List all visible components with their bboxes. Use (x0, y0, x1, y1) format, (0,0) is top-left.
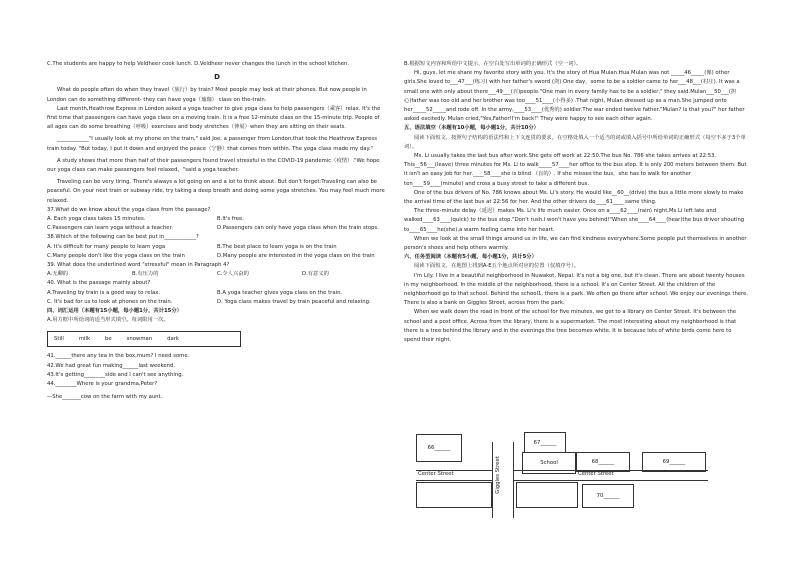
map-blank-66: 66______ (416, 434, 462, 462)
right-column (404, 60, 749, 345)
question-options (47, 224, 387, 233)
center-street-right (514, 470, 708, 481)
option-line-c: C.The students are happy to help Veldheer cook lunch. D.Veldheer never changes the lunch in the school kitchen. (47, 61, 350, 67)
lily-paragraph: I'm Lily. I live in a beautiful neighborhood in Nuwakot, Nepal. It's not a big one, but it's clean. There are about twenty houses in my neighborhood. In the middle of the neighborhood, there is a school. It's on Center Street. All the children of the neighborhood go to that school. Behind the school1, there is a park. We often go there after school. We enjoy our evenings there. There is also a bank on Giggles Street, across from the park. (404, 272, 749, 307)
passage-d-heading: D (214, 73, 220, 82)
option-c: C.Many people don't like the yoga class on the train (47, 252, 185, 259)
neighborhood-map (416, 432, 708, 528)
bus-paragraph: Ms. Li usually takes the last bus after work.She gets off work at 22:50.The bus No. 786 she takes arrives at 22:53. This__56___(leave) three minutes for Ms. Li to walk_____57____her office to the bus stop. It is only 200 meters between them. But it isn't an easy job for her.____58____she is blind （盲的）. If she misses the bus，she has to walk for another ten____59____(minute) and cross a busy street to take a different bus. (404, 153, 747, 187)
option-d: D. Yoga class makes travel by train peaceful and relaxing. (217, 298, 371, 305)
section-b-instruction: B.根据短文内容和所给中文提示，在空白处写出单词的正确形式（空一词）。 (404, 61, 582, 67)
bus-paragraph: The three-minute delay（延迟）makes Ms. Li's life much easier. Once on a____62____(rain) night,Ms.Li left late and walked____63____(quick) to the bus stop."Don't rush.I won't have you behind!"When she____64____(hear)the bus driver shouting to____65____he(she),a warm feeling came into her heart. (404, 208, 745, 233)
center-street-left (416, 470, 492, 481)
option-b: B.It's free. (217, 216, 244, 223)
passage-paragraph: ____________"I usually look at my phone on the train," said Joe, a passenger from London,that took the Heathrow Express train today. "But today, I put it down and enjoyed the peace（宁静）that comes from within. The yoga class made my day." (47, 136, 377, 152)
option-c: C. It's bad for us to look at phones on the train. (47, 298, 173, 305)
section-6-instruction: 阅读下面短文，在地图上找到A-E五个地点所对应的位置（仅填序号）。 (414, 263, 580, 270)
passage-paragraph: What do people often do when they travel（旅行）by train? Most people may look at their phones. But now people in London can do something different- they can have yoga（瑜珈） class on the-train. (47, 87, 367, 103)
street-label: Giggles Street (494, 456, 501, 494)
street-label: Center Street (578, 471, 614, 477)
map-block (516, 482, 578, 508)
word-box-item: milk (78, 335, 91, 342)
question-37: 37.What do we know about the yoga class from the passage? (47, 206, 211, 213)
section-5-instruction: 阅读下面短文，按照句子结构的语法性和上下文连贯的要求，在空格处填入一个适当的词或填入括号中所给单词的正确形式（每空不多于3个单词）。 (404, 134, 746, 150)
section-5-heading: 五、语法填空（本题有10小题，每小题1分，共计10分） (404, 125, 539, 132)
question-options (47, 270, 387, 279)
word-box-item: snowman (126, 335, 153, 342)
map-blank-67: 67______ (524, 432, 566, 454)
bus-paragraph: One of the bus drivers of No. 786 knows about Ms. Li's story. He would like__60__(drive) the bus a little more slowly to make the arrival time of the last bus at 22:56 for her. And the other drivers do____61____ same thing. (404, 189, 744, 206)
mulan-passage: Hi, guys, let me share my favorite story with you. It's the story of Hua Mulan.Hua Mulan was not _____46_____(像) other girls.She loved to___47___(练习) with her father's sword (剑) One day，some to be a soldier came to her___48___(村庄). It was a small one with only about there___49___(百)people."One man in every family has to be a soldier," they said.Mulan___50___(担心)father was too old and her brother was too____51____(小得多) .That night, Mulan dressed up as a man.She jumped onto her_____52_____and rode off. In the army,____53____(优秀的) soldier.The war ended twelve father."Mulan? Is that you?" her father asked excitedly. Mulan cried,"Yes,Father!I'm back!" They were happy to see each other again. (404, 70, 745, 123)
option-b: B.The best place to learn yoga is on the train (217, 243, 337, 250)
map-school: School (522, 452, 576, 474)
option-a: A. It's difficult for many people to learn yoga (47, 243, 166, 250)
left-column (47, 60, 387, 403)
option-d: D.Passengers can only have yoga class when the train stops. (217, 225, 379, 232)
question-43: 43.It's getting________side and I can't see anything. (47, 371, 184, 378)
question-41: 41.______there any tea in the box,mum? I need some. (47, 353, 190, 360)
option-d: D.Many people are interested in the yoga class on the train (217, 252, 375, 259)
question-42: 42.We had great fun making______last weekend. (47, 362, 176, 369)
passage-paragraph: A study shows that more than half of their passengers found travel stressful in the COVID-19 pandemic（疫情）."We hope our yoga class can make passengers feel relaxed，"said a yoga teacher. (47, 157, 380, 174)
question-38: 38.Which of the following can be best put in____________? (47, 234, 199, 241)
bus-paragraph: When we look at the small things around us in life, we can find kindness everywhere.Some people put themselves in another person's shoes and help others warmly. (404, 235, 747, 252)
map-blank-68: 68______ (576, 452, 630, 472)
option-a: A. Each yoga class takes 15 minutes. (47, 216, 146, 223)
word-box (47, 331, 241, 347)
section-4-heading: 四、词汇运用（本题有15小题，每小题1分，共计15分） (47, 308, 182, 315)
map-blank-69: 69______ (642, 452, 706, 472)
option-c: C.Passengers can learn yoga without a teacher. (47, 225, 173, 232)
giggles-street (492, 442, 514, 518)
passage-paragraph: Last month,Heathrow Express in London asked a yoga teacher to give yoga class to help passengers（乘客）relax. It's the first time that passengers can have yoga class on a moving train. It is a free 12-minute class on the 15-minute trip. People of all ages can do some breathing（呼吸）exercises and body stretches（伸展）when they are sitting on their seats. (47, 105, 381, 131)
question-45: —She_______cow on the farm with my aunt. (47, 394, 163, 401)
question-options (47, 289, 387, 298)
option-d: D.有意义的 (302, 271, 329, 278)
question-options (47, 215, 387, 224)
map-block (416, 482, 492, 508)
map-blank-70: 70______ (582, 484, 634, 508)
question-options (47, 243, 387, 252)
section-4a-instruction: A.用方框中所给词的适当形式填空。每词限用一次。 (47, 317, 169, 324)
question-options (47, 298, 387, 307)
street-label: Center Street (418, 471, 454, 477)
passage-paragraph: Traveling can be very tiring. There's always a lot going on and a lot to think about. But don't forget:Traveling can also be peaceful. On your next train or subway ride, try taking a deep breath and doing some yoga stretches. You may feel much more relaxed. (47, 179, 385, 204)
question-39: 39. What does the underlined word "stressful" mean in Paragraph 4? (47, 262, 230, 269)
option-c: C.令人兴奋的 (217, 271, 249, 278)
section-6-heading: 六、任务型阅读（本题有5小题，每小题1分，共计5分） (404, 254, 537, 261)
option-b: B.A yoga teacher gives yoga class on the train. (217, 289, 343, 296)
option-a: A.无聊的 (47, 271, 69, 278)
word-box-item: be (105, 335, 112, 342)
question-40: 40. What is the passage mainly about? (47, 280, 151, 287)
option-b: B.有压力的 (132, 271, 159, 278)
word-box-item: Still (54, 335, 64, 342)
lily-paragraph: When we walk down the road in front of the school for five minutes, we get to a library on Center Street. It's between the school and a post office. Across from the library, there is a supermarket. The most interesting about my neighborhood is that there is a tree behind the library and in the evenings the tree becomes white. It is because lots of white birds come here to spend their night. (404, 309, 737, 344)
option-a: A.Traveling by train is a good way to relax. (47, 289, 161, 296)
question-options (47, 252, 387, 261)
question-44: 44.________Where is your grandma,Peter? (47, 381, 158, 388)
word-box-item: dark (167, 335, 179, 342)
